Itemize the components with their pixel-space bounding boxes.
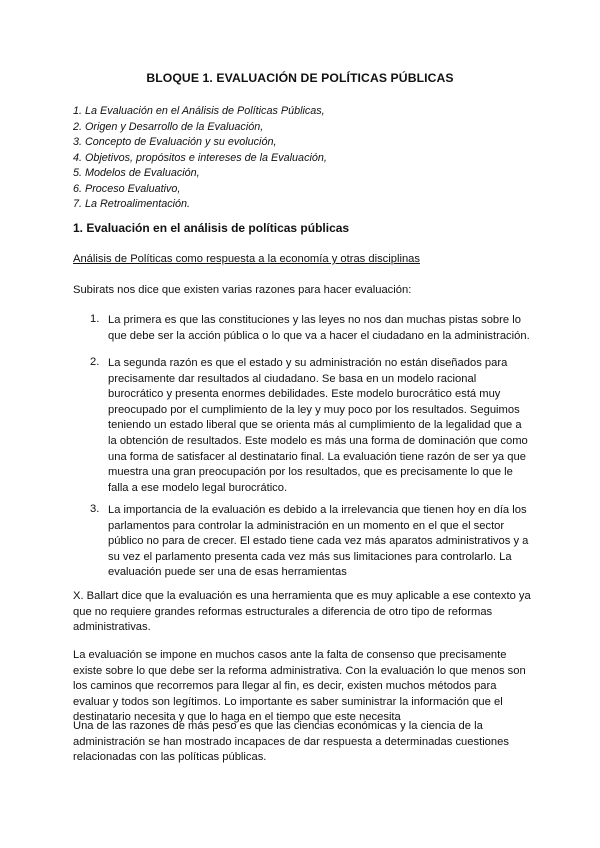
list-text: La segunda razón es que el estado y su administración no están diseñados para precisamente dar resultados al ciudadano. Se basa en un modelo racional burocrático y presenta enormes debilidades. Este modelo burocrático está muy preocupado por el cumplimiento de la ley y muy poco por los resultados. Seguimos teniendo un estado liberal que se orienta más al cumplimiento de la legalidad que a la obtención de resultados. Este modelo es más una forma de dominación que como una forma de satisfacer al destinatario final. La evaluación tiene razón de ser ya que muestra una gran preocupación por los resultados, que es precisamente lo que le falla a ese modelo legal burocrático.: [108, 357, 528, 494]
toc-item: 5. Modelos de Evaluación,: [73, 167, 200, 179]
toc-item: 6. Proceso Evaluativo,: [73, 182, 181, 195]
toc-item: 2. Origen y Desarrollo de la Evaluación,: [73, 120, 264, 133]
list-number: 2.: [90, 356, 100, 368]
toc-item: 3. Concepto de Evaluación y su evolución,: [73, 136, 277, 148]
toc-item: 7. La Retroalimentación.: [73, 198, 191, 210]
intro-paragraph: Subirats nos dice que existen varias razones para hacer evaluación:: [73, 284, 412, 296]
list-text: La primera es que las constituciones y las leyes no nos dan muchas pistas sobre lo que debe ser la acción pública o lo que va a hacer el ciudadano en la administración.: [108, 314, 530, 342]
section-heading: 1. Evaluación en el análisis de políticas públicas: [73, 221, 350, 235]
list-number: 3.: [90, 503, 100, 515]
table-of-contents: [73, 104, 327, 213]
list-number: 1.: [90, 313, 100, 325]
subheading: Análisis de Políticas como respuesta a la economía y otras disciplinas: [73, 253, 420, 265]
paragraph: X. Ballart dice que la evaluación es una herramienta que es muy aplicable a ese contexto ya que no requiere grandes reformas estructurales a diferencia de otro tipo de reformas administrativas.: [73, 590, 531, 634]
document-title: BLOQUE 1. EVALUACIÓN DE POLÍTICAS PÚBLICAS: [146, 71, 454, 85]
paragraph: La evaluación se impone en muchos casos ante la falta de consenso que precisamente existe sobre lo que debe ser la reforma administrativa. Con la evaluación lo que menos son los caminos que recorremos para llegar al fin, es decir, existen muchos métodos para evaluar y todos son legítimos. Lo importante es saber suministrar la información que el destinatario necesita y que lo haga en el tiempo que este necesita: [73, 649, 526, 724]
list-text: La importancia de la evaluación es debido a la irrelevancia que tienen hoy en día los parlamentos para controlar la administración en un momento en el que el sector público no para de crecer. El estado tiene cada vez más aparatos administrativos y a su vez el parlamento presenta cada vez más sus limitaciones para controlarlo. La evaluación puede ser una de esas herramientas: [108, 504, 529, 579]
toc-item: 4. Objetivos, propósitos e intereses de la Evaluación,: [73, 151, 327, 164]
toc-item: 1. La Evaluación en el Análisis de Políticas Públicas,: [73, 105, 325, 117]
paragraph: Una de las razones de más peso es que las ciencias económicas y la ciencia de la administración se han mostrado incapaces de dar respuesta a determinadas cuestiones relacionadas con las políticas públicas.: [73, 720, 509, 764]
